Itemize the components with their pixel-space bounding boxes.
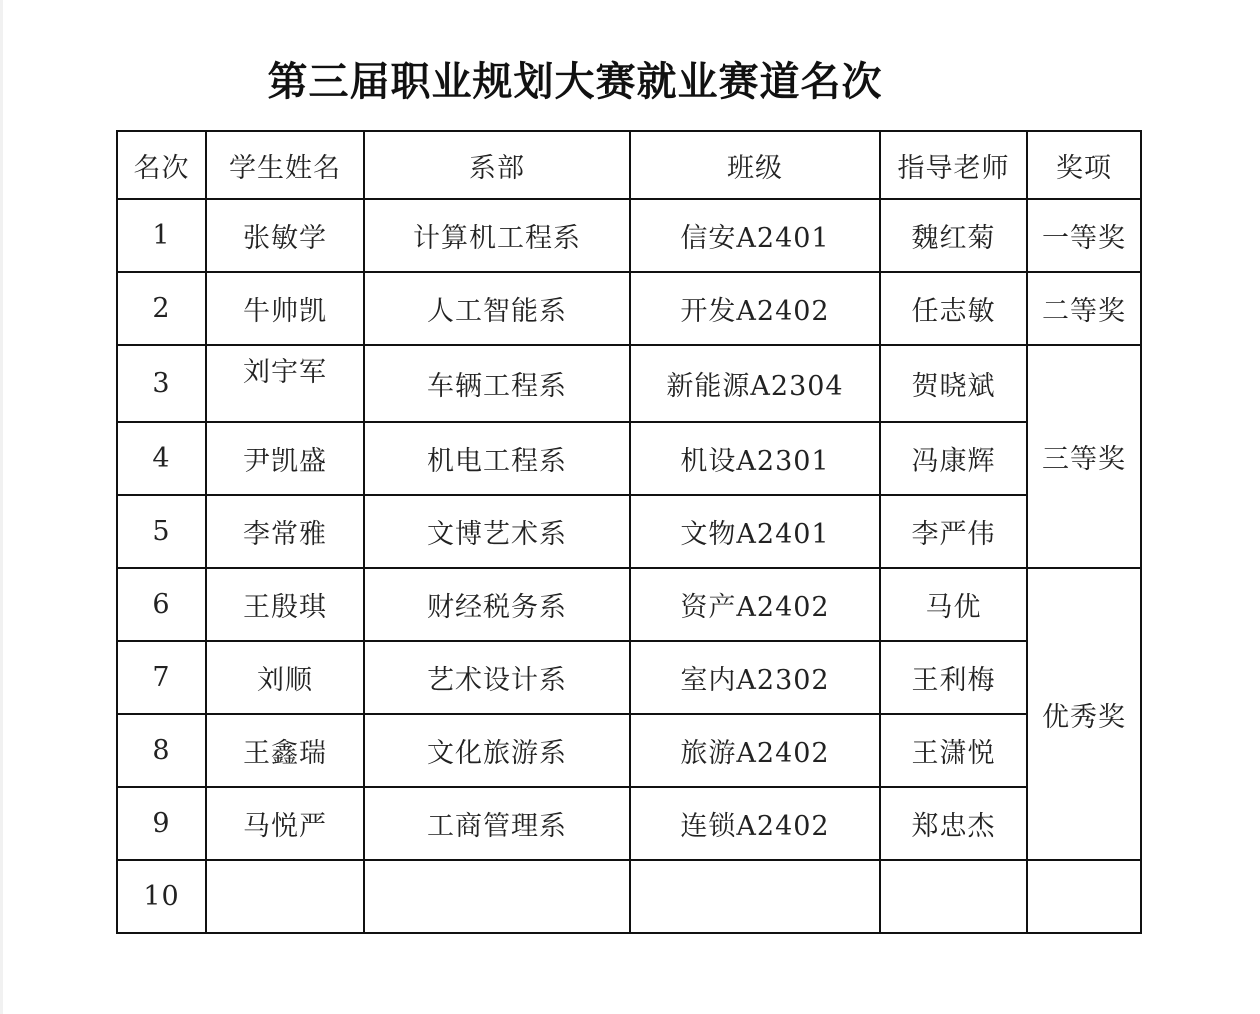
cell-award [1027,860,1141,933]
cell-department: 艺术设计系 [364,641,630,714]
cell-student: 张敏学 [206,199,364,272]
cell-rank: 2 [117,272,206,345]
cell-advisor: 任志敏 [880,272,1027,345]
cell-advisor: 贺晓斌 [880,345,1027,422]
cell-class: 开发A2402 [630,272,880,345]
cell-award-third: 三等奖 [1027,345,1141,568]
title-text: 第三届职业规划大赛就业赛道名次 [267,59,883,105]
cell-student: 刘顺 [206,641,364,714]
cell-department [364,860,630,933]
cell-department: 机电工程系 [364,422,630,495]
cell-rank: 4 [117,422,206,495]
table-row [117,272,1141,345]
cell-rank: 5 [117,495,206,568]
cell-student: 王殷琪 [206,568,364,641]
cell-student: 李常雅 [206,495,364,568]
cell-advisor: 郑忠杰 [880,787,1027,860]
table-row [117,495,1141,568]
table-row [117,345,1141,422]
cell-department: 财经税务系 [364,568,630,641]
table-row [117,641,1141,714]
table-row [117,422,1141,495]
cell-department: 工商管理系 [364,787,630,860]
cell-class: 室内A2302 [630,641,880,714]
table-row [117,568,1141,641]
cell-award-excellence: 优秀奖 [1027,568,1141,860]
cell-department: 人工智能系 [364,272,630,345]
page-edge [0,0,3,1014]
cell-rank: 6 [117,568,206,641]
cell-advisor: 魏红菊 [880,199,1027,272]
cell-class: 新能源A2304 [630,345,880,422]
cell-advisor [880,860,1027,933]
cell-class: 机设A2301 [630,422,880,495]
cell-rank: 7 [117,641,206,714]
header-student: 学生姓名 [206,131,364,199]
cell-student: 牛帅凯 [206,272,364,345]
cell-rank: 8 [117,714,206,787]
cell-class: 资产A2402 [630,568,880,641]
cell-department: 文博艺术系 [364,495,630,568]
cell-student: 尹凯盛 [206,422,364,495]
cell-rank: 10 [117,860,206,933]
header-class: 班级 [630,131,880,199]
cell-rank: 1 [117,199,206,272]
cell-rank: 3 [117,345,206,422]
cell-student: 刘宇军 [206,345,364,422]
cell-award-first: 一等奖 [1027,199,1141,272]
cell-advisor: 王潇悦 [880,714,1027,787]
cell-advisor: 冯康辉 [880,422,1027,495]
table-row [117,199,1141,272]
cell-advisor: 马优 [880,568,1027,641]
cell-student: 马悦严 [206,787,364,860]
table-row [117,714,1141,787]
cell-student: 王鑫瑞 [206,714,364,787]
page-title [0,50,1150,107]
table-header-row [117,131,1141,199]
cell-department: 计算机工程系 [364,199,630,272]
cell-advisor: 王利梅 [880,641,1027,714]
header-department: 系部 [364,131,630,199]
cell-department: 文化旅游系 [364,714,630,787]
cell-class [630,860,880,933]
header-rank: 名次 [117,131,206,199]
cell-advisor: 李严伟 [880,495,1027,568]
header-advisor: 指导老师 [880,131,1027,199]
cell-class: 旅游A2402 [630,714,880,787]
cell-rank: 9 [117,787,206,860]
cell-student [206,860,364,933]
results-table [116,130,1142,934]
cell-class: 文物A2401 [630,495,880,568]
cell-department: 车辆工程系 [364,345,630,422]
table-row [117,787,1141,860]
header-award: 奖项 [1027,131,1141,199]
table-row [117,860,1141,933]
cell-class: 连锁A2402 [630,787,880,860]
cell-award-second: 二等奖 [1027,272,1141,345]
cell-class: 信安A2401 [630,199,880,272]
